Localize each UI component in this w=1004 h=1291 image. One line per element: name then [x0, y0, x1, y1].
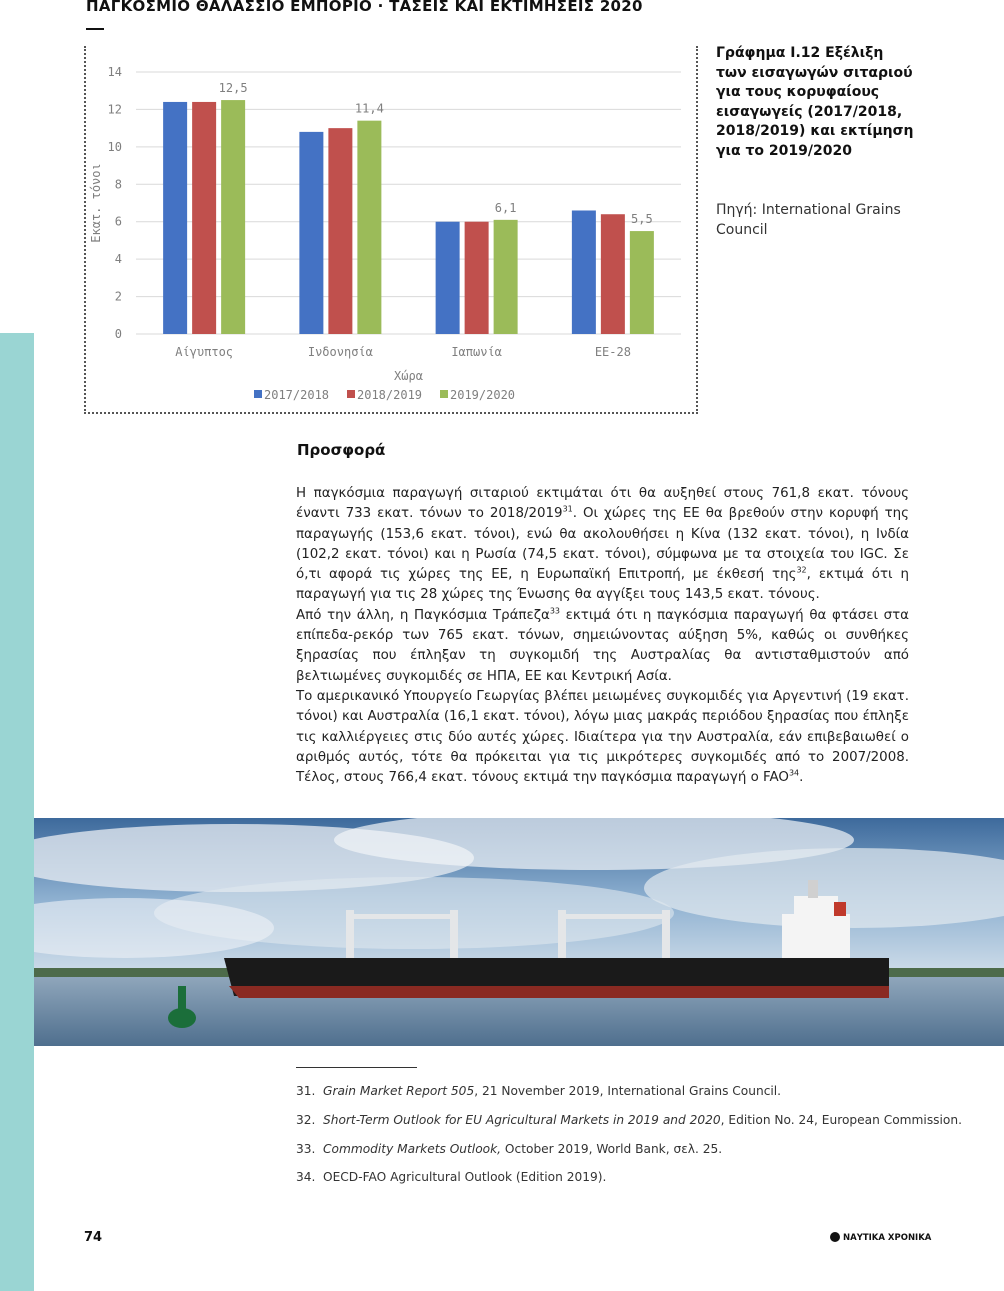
bar-2019-2020 [357, 121, 381, 334]
bar-2019-2020 [630, 231, 654, 334]
legend-swatch [254, 390, 262, 398]
x-tick-label: Ιαπωνία [451, 345, 502, 359]
footnote-ref-33: 33 [549, 606, 561, 616]
section-title: Προσφορά [297, 441, 386, 459]
footnote-rest: , Edition No. 24, European Commission. [720, 1113, 962, 1127]
p1-text-b: . Οι χώρες της ΕΕ θα βρεθούν στην κορυφή της παραγωγής (153,6 εκατ. τόνοι), ενώ θα ακολουθήσει η Κίνα (132 εκατ. τόνοι), η Ινδία (102,2 εκατ. τόνοι) και η Ρωσία (74,5 εκατ. τόνοι), σύμφωνα με τα στοιχεία του IGC. Σε ό,τι αφορά τις χώρες της ΕΕ, η Ευρωπαϊκή Επιτροπή, με έκθεσή της [296, 506, 909, 583]
running-header: ΠΑΓΚΟΣΜΙΟ ΘΑΛΑΣΣΙΟ ΕΜΠΟΡΙΟ · ΤΑΣΕΙΣ ΚΑΙ ΕΚΤΙΜΗΣΕΙΣ 2020 [86, 0, 643, 15]
bar-2017-2018 [572, 210, 596, 334]
footnote-title: Commodity Markets Outlook, [323, 1142, 502, 1156]
paragraph-2 [296, 606, 909, 687]
bar-2019-2020 [221, 100, 245, 334]
footnote-number: 32. [296, 1113, 316, 1127]
page-number: 74 [84, 1230, 103, 1245]
y-axis-title: Εκατ. τόνοι [89, 163, 103, 243]
footnote-32 [296, 1113, 962, 1127]
x-tick-label: Αίγυπτος [175, 345, 234, 359]
p2-text-a: Από την άλλη, η Παγκόσμια Τράπεζα [296, 607, 550, 623]
header-rule [86, 28, 104, 30]
footnote-title: Short-Term Outlook for EU Agricultural Markets in 2019 and 2020 [323, 1113, 721, 1127]
footnote-ref-31: 31 [562, 504, 573, 514]
bar-2018-2019 [328, 128, 352, 334]
y-tick-label: 14 [107, 65, 122, 79]
footnote-rule [296, 1067, 417, 1068]
y-tick-label: 8 [114, 177, 122, 192]
p1-text-a: Η παγκόσμια παραγωγή σιταριού εκτιμάται ότι θα αυξηθεί στους 761,8 εκατ. τόνους έναντι 733 εκατ. τόνων το 2018/2019 [296, 486, 909, 522]
footnote-rest: OECD-FAO Agricultural Outlook (Edition 2019). [323, 1170, 607, 1184]
footnote-rest: , 21 November 2019, International Grains Council. [474, 1084, 782, 1098]
p3-text-b: . [799, 770, 804, 786]
bar-2018-2019 [601, 214, 625, 334]
decorative-side-band [0, 333, 34, 1291]
brand-name: ΝΑΥΤΙΚΑ ΧΡΟΝΙΚΑ [843, 1233, 932, 1243]
x-tick-label: ΕΕ-28 [594, 345, 631, 359]
y-tick-label: 6 [114, 214, 122, 229]
footnote-ref-32: 32 [796, 565, 807, 575]
legend-swatch [440, 390, 448, 398]
data-label: 11,4 [354, 101, 384, 116]
wheat-imports-bar-chart [86, 46, 696, 412]
bulk-carrier-photo [34, 818, 1004, 1046]
footnote-33 [296, 1142, 722, 1156]
x-tick-label: Ινδονησία [307, 345, 373, 359]
publication-brand [830, 1232, 931, 1243]
legend-label: 2017/2018 [264, 388, 330, 402]
bar-2018-2019 [465, 222, 489, 334]
paragraph-3 [296, 687, 909, 788]
footnote-number: 34. [296, 1170, 316, 1184]
p1-text-c: , εκτιμά ότι η παραγωγή για τις 28 χώρες της Ένωσης θα αγγίξει τους 143,5 εκατ. τόνους. [296, 567, 909, 603]
footnote-ref-34: 34 [788, 768, 800, 778]
y-tick-label: 4 [114, 252, 122, 267]
footnote-number: 33. [296, 1142, 316, 1156]
bar-2017-2018 [299, 132, 323, 334]
y-tick-label: 0 [114, 327, 122, 341]
bar-2018-2019 [192, 102, 216, 334]
bar-2017-2018 [436, 222, 460, 334]
footnote-rest: October 2019, World Bank, σελ. 25. [501, 1142, 723, 1156]
caption-label: Γράφημα Ι.12 [716, 45, 821, 61]
data-label: 6,1 [494, 200, 517, 215]
footnote-34 [296, 1170, 606, 1184]
paragraph-1 [296, 484, 909, 606]
caption-text: Εξέλιξη των εισαγωγών σιταριού για τους κορυφαίους εισαγωγείς (2017/2018, 2018/2019) και εκτίμηση για το 2019/2020 [716, 45, 914, 159]
legend-label: 2019/2020 [450, 388, 516, 402]
y-tick-label: 12 [107, 102, 122, 117]
p2-text-b: εκτιμά ότι η παγκόσμια παραγωγή θα φτάσει στα επίπεδα-ρεκόρ των 765 εκατ. τόνων, σημειώνοντας αύξηση 5%, καθώς οι συνθήκες ξηρασίας που έπληξαν τη συγκομιδή της Αυστραλίας θα αντισταθμιστούν από βελτιωμένες συγκομιδές σε ΗΠΑ, ΕΕ και Κεντρική Ασία. [296, 607, 910, 684]
footnote-number: 31. [296, 1084, 316, 1098]
figure-source: Πηγή: International Grains Council [716, 202, 901, 238]
legend-swatch [347, 390, 355, 398]
y-tick-label: 2 [114, 289, 122, 304]
data-label: 12,5 [218, 81, 248, 96]
x-axis-title: Χώρα [394, 369, 423, 383]
chart-frame [84, 46, 698, 414]
legend-label: 2018/2019 [357, 388, 423, 402]
bar-2019-2020 [494, 220, 518, 334]
footnote-title: Grain Market Report 505 [323, 1084, 475, 1098]
bar-2017-2018 [163, 102, 187, 334]
figure-caption [716, 44, 916, 162]
y-tick-label: 10 [107, 139, 122, 154]
data-label: 5,5 [631, 212, 653, 227]
body-text [296, 484, 909, 788]
brand-logo-icon [830, 1232, 840, 1242]
p3-text-a: Το αμερικανικό Υπουργείο Γεωργίας βλέπει μειωμένες συγκομιδές για Αργεντινή (19 εκατ. τόνοι) και Αυστραλία (16,1 εκατ. τόνοι), λόγω μιας μακράς περιόδου ξηρασίας που έπληξε τις καλλιέργειες στις δύο αυτές χώρες. Ιδιαίτερα για την Αυστραλία, εάν επιβεβαιωθεί ο αριθμός αυτός, τότε θα πρόκειται για τις μικρότερες συγκομιδές από το 2007/2008. Τέλος, στους 766,4 εκατ. τόνους εκτιμά την παγκόσμια παραγωγή ο FAO [296, 688, 909, 786]
footnote-31 [296, 1084, 781, 1098]
